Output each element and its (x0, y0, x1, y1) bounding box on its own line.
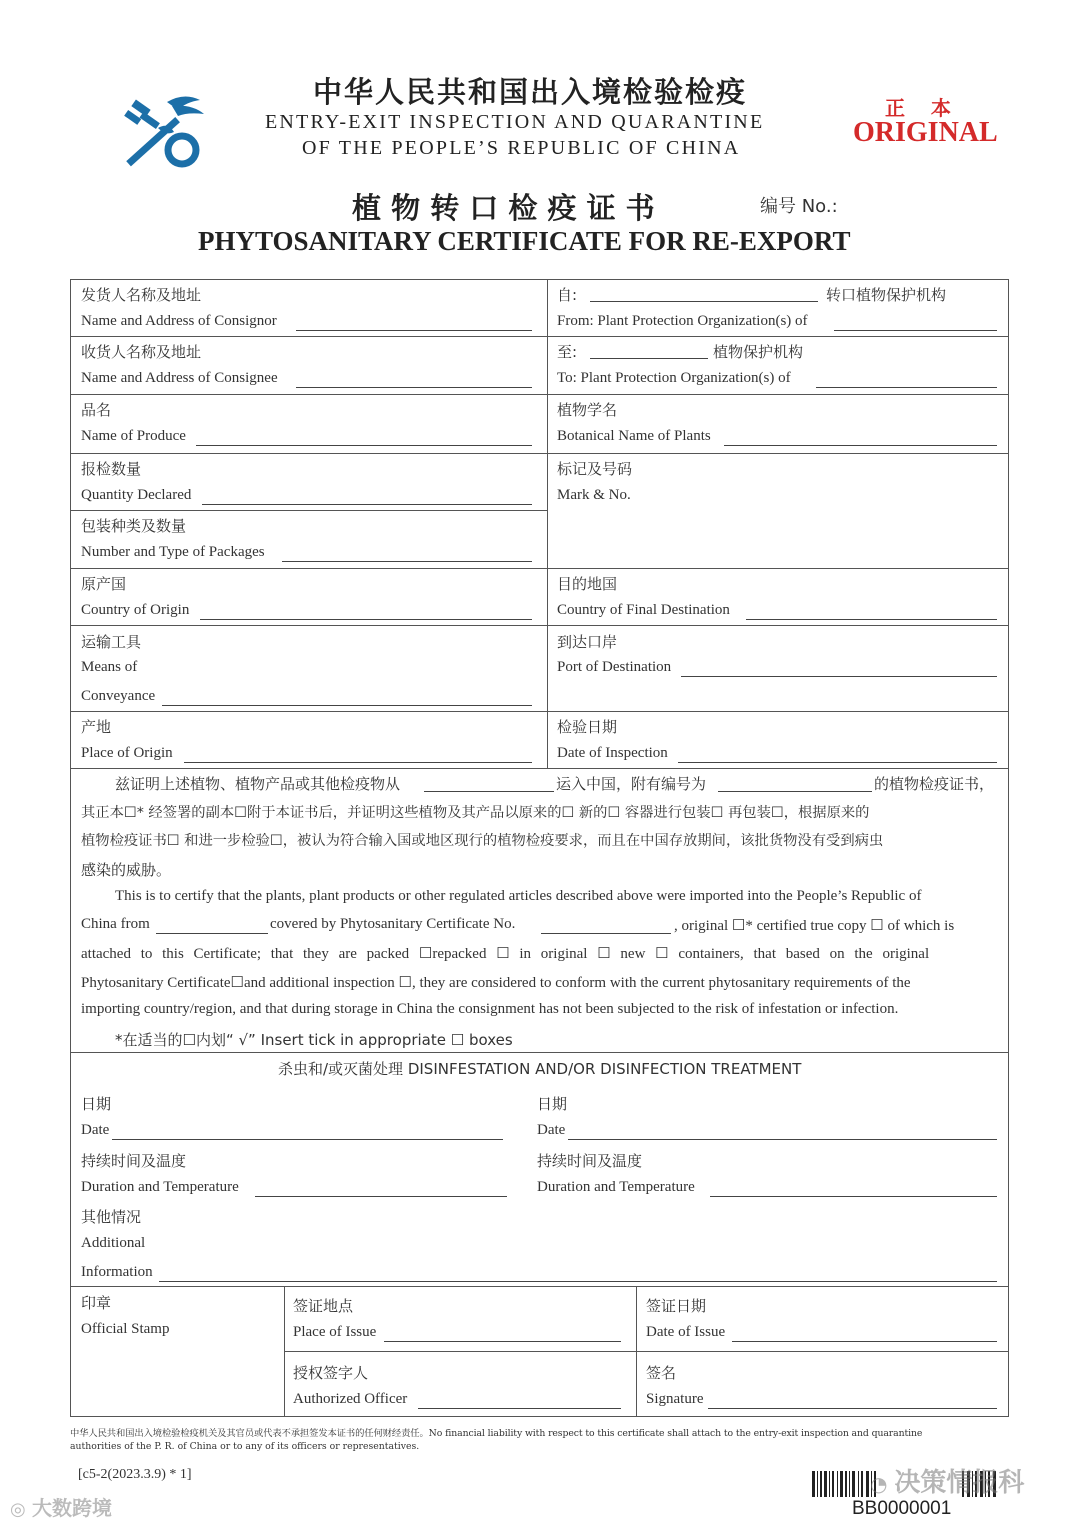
place-issue-label-en: Place of Issue (293, 1324, 377, 1340)
officer-label-cn: 授权签字人 (293, 1364, 369, 1382)
duration-label-en-left: Duration and Temperature (81, 1179, 239, 1195)
to-suffix-cn: 植物保护机构 (713, 343, 804, 361)
to-organization-field[interactable] (816, 387, 997, 388)
place-origin-label-en: Place of Origin (81, 745, 173, 761)
destination-field[interactable] (746, 619, 997, 620)
certificate-number-label: 编号 No.: (760, 196, 838, 217)
certify-en-3: attached to this Certificate; that they are packed ☐repacked ☐ in original ☐ new ☐ containers, that based on the original (81, 946, 930, 962)
packages-field[interactable] (282, 561, 532, 562)
original-cn: 正 本 (885, 96, 955, 120)
treatment-date-field-right[interactable] (568, 1139, 997, 1140)
duration-field-left[interactable] (255, 1196, 507, 1197)
date-issue-label-cn: 签证日期 (646, 1297, 707, 1315)
origin-country-field[interactable] (200, 619, 532, 620)
certify-en-from-field[interactable] (156, 933, 268, 934)
signature-label-cn: 签名 (646, 1364, 677, 1382)
tick-note: *在适当的☐内划“ √” Insert tick in appropriate ☐ boxes (115, 1031, 513, 1049)
place-origin-field[interactable] (184, 762, 532, 763)
quantity-label-en: Quantity Declared (81, 487, 192, 503)
additional-field[interactable] (159, 1281, 997, 1282)
place-issue-label-cn: 签证地点 (293, 1297, 354, 1315)
serial-number: BB0000001 (852, 1498, 952, 1519)
certify-en-4: Phytosanitary Certificate☐and additional inspection ☐, they are considered to conform with the current phytosanitary requirements of the (81, 975, 911, 991)
watermark-chat-icon: ◔ (870, 1472, 895, 1496)
consignee-field[interactable] (296, 387, 532, 388)
mark-label-cn: 标记及号码 (557, 460, 633, 478)
from-organization-field[interactable] (834, 330, 997, 331)
port-label-en: Port of Destination (557, 659, 672, 675)
certify-cn-1b: 运入中国，附有编号为 (556, 775, 707, 793)
consignee-label-cn: 收货人名称及地址 (81, 343, 202, 361)
botanical-field[interactable] (724, 445, 997, 446)
certify-cn-1a: 兹证明上述植物、植物产品或其他检疫物从 (115, 775, 401, 793)
inspection-date-label-cn: 检验日期 (557, 718, 618, 736)
certify-en-1: This is to certify that the plants, plant products or other regulated articles described above were imported into the People’s Republic of (115, 888, 922, 904)
watermark-logo-icon: ◎ (10, 1499, 32, 1520)
place-origin-label-cn: 产地 (81, 718, 112, 736)
duration-label-en-right: Duration and Temperature (537, 1179, 695, 1195)
ciq-emblem (112, 92, 212, 184)
produce-label-en: Name of Produce (81, 428, 186, 444)
packages-label-en: Number and Type of Packages (81, 544, 265, 560)
officer-label-en: Authorized Officer (293, 1391, 408, 1407)
signature-field[interactable] (708, 1408, 997, 1409)
botanical-label-en: Botanical Name of Plants (557, 428, 711, 444)
treatment-date-label-cn-right: 日期 (537, 1095, 568, 1113)
duration-label-cn-right: 持续时间及温度 (537, 1152, 643, 1170)
to-label-en: To: Plant Protection Organization(s) of (557, 370, 791, 386)
certify-cn-from-field[interactable] (424, 791, 554, 792)
officer-field[interactable] (418, 1408, 621, 1409)
treatment-date-label-en-left: Date (81, 1122, 110, 1138)
inspection-date-field[interactable] (678, 762, 997, 763)
liability-notice-1: 中华人民共和国出入境检验检疫机关及其官员或代表不承担签发本证书的任何财经责任。No financial liability with respect to this certificate shall attach to the entry-exit inspection and quarantine (70, 1428, 923, 1439)
additional-label-en-2: Information (81, 1264, 153, 1280)
stamp-label-en: Official Stamp (81, 1321, 170, 1337)
treatment-heading: 杀虫和/或灭菌处理 DISINFESTATION AND/OR DISINFECTION TREATMENT (278, 1060, 802, 1078)
origin-country-label-en: Country of Origin (81, 602, 190, 618)
signature-label-en: Signature (646, 1391, 704, 1407)
quantity-label-cn: 报检数量 (81, 460, 142, 478)
certify-cn-2: 其正本☐* 经签署的副本☐附于本证书后，并证明这些植物及其产品以原来的☐ 新的☐ 容器进行包装☐ 再包装☐，根据原来的 (81, 805, 870, 821)
stamp-label-cn: 印章 (81, 1294, 112, 1312)
form-code: [c5-2(2023.3.9) * 1] (78, 1467, 192, 1482)
certify-cn-4: 感染的威胁。 (81, 861, 172, 879)
certify-en-5: importing country/region, and that during storage in China the consignment has not been subjected to the risk of infestation or infection. (81, 1001, 899, 1017)
watermark-left: ◎ 大数跨境 (10, 1496, 112, 1520)
certify-cn-cert-no-field[interactable] (718, 791, 872, 792)
port-field[interactable] (681, 676, 997, 677)
port-label-cn: 到达口岸 (557, 633, 618, 651)
destination-label-cn: 目的地国 (557, 575, 618, 593)
conveyance-label-cn: 运输工具 (81, 633, 142, 651)
authority-title-en-2: OF THE PEOPLE’S REPUBLIC OF CHINA (302, 137, 741, 159)
treatment-date-label-cn-left: 日期 (81, 1095, 112, 1113)
botanical-label-cn: 植物学名 (557, 401, 618, 419)
additional-label-cn: 其他情况 (81, 1208, 142, 1226)
treatment-date-field-left[interactable] (112, 1139, 503, 1140)
certify-en-2c: , original ☐* certified true copy ☐ of which is (674, 918, 955, 934)
consignor-label-en: Name and Address of Consignor (81, 313, 277, 329)
certify-cn-3: 植物检疫证书☐ 和进一步检验☐，被认为符合输入国或地区现行的植物检疫要求，而且在中国存放期间，该批货物没有受到病虫 (81, 833, 884, 849)
from-country-field[interactable] (590, 301, 818, 302)
packages-label-cn: 包装种类及数量 (81, 517, 187, 535)
produce-field[interactable] (196, 445, 532, 446)
mark-label-en: Mark & No. (557, 487, 631, 503)
date-issue-field[interactable] (732, 1341, 997, 1342)
inspection-date-label-en: Date of Inspection (557, 745, 668, 761)
authority-title-en-1: ENTRY-EXIT INSPECTION AND QUARANTINE (265, 111, 765, 133)
certificate-title-en: PHYTOSANITARY CERTIFICATE FOR RE-EXPORT (198, 226, 851, 256)
consignor-field[interactable] (296, 330, 532, 331)
from-suffix-cn: 转口植物保护机构 (826, 286, 947, 304)
conveyance-label-en-2: Conveyance (81, 688, 156, 704)
liability-notice-2: authorities of the P. R. of China or to any of its officers or representatives. (70, 1441, 420, 1452)
treatment-date-label-en-right: Date (537, 1122, 566, 1138)
to-label-cn: 至: (557, 343, 578, 361)
certify-en-2a: China from (81, 916, 150, 932)
to-country-field[interactable] (590, 358, 708, 359)
conveyance-field[interactable] (162, 705, 532, 706)
certificate-title-cn: 植 物 转 口 检 疫 证 书 (352, 191, 655, 225)
origin-country-label-cn: 原产国 (81, 575, 127, 593)
date-issue-label-en: Date of Issue (646, 1324, 726, 1340)
authority-title-cn: 中华人民共和国出入境检验检疫 (313, 75, 748, 109)
duration-field-right[interactable] (710, 1196, 997, 1197)
conveyance-label-en-1: Means of (81, 659, 138, 675)
duration-label-cn-left: 持续时间及温度 (81, 1152, 187, 1170)
certify-cn-1c: 的植物检疫证书， (874, 775, 995, 793)
certify-en-2b: covered by Phytosanitary Certificate No. (270, 916, 516, 932)
consignee-label-en: Name and Address of Consignee (81, 370, 278, 386)
destination-label-en: Country of Final Destination (557, 602, 730, 618)
official-stamp-area[interactable] (72, 1345, 282, 1415)
consignor-label-cn: 发货人名称及地址 (81, 286, 202, 304)
place-issue-field[interactable] (384, 1341, 621, 1342)
from-label-en: From: Plant Protection Organization(s) of (557, 313, 808, 329)
quantity-field[interactable] (202, 504, 532, 505)
watermark-right: ◔ 决策情报科 (870, 1468, 1025, 1498)
original-en: ORIGINAL (853, 117, 998, 148)
produce-label-cn: 品名 (81, 401, 112, 419)
certify-en-cert-no-field[interactable] (541, 933, 671, 934)
additional-label-en-1: Additional (81, 1235, 146, 1251)
from-label-cn: 自: (557, 286, 578, 304)
